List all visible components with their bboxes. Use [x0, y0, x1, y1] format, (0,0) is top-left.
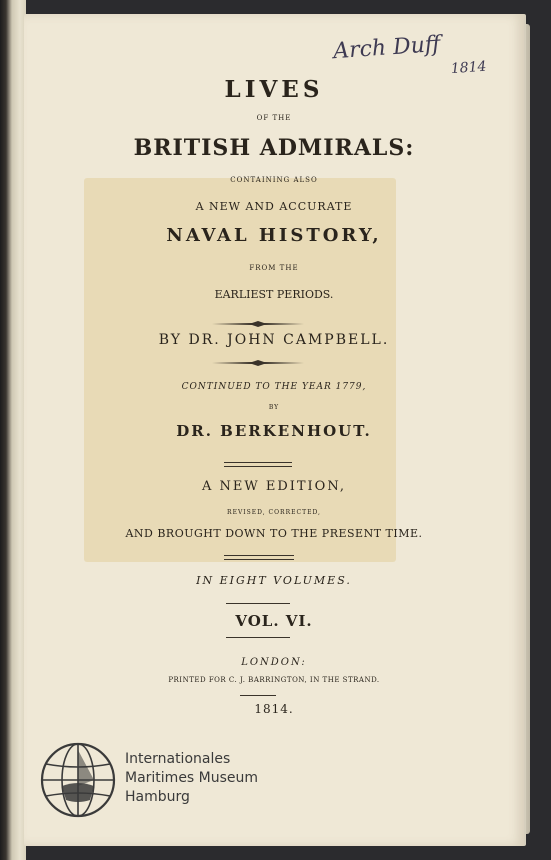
museum-name-line2: Maritimes Museum — [125, 770, 259, 786]
place-line: LONDON: — [241, 657, 307, 668]
imprint-year: 1814. — [254, 702, 294, 716]
containing-also: CONTAINING ALSO — [230, 176, 318, 184]
museum-name-line1: Internationales — [125, 751, 231, 767]
naval-history: NAVAL HISTORY, — [166, 225, 382, 246]
museum-name-line3: Hamburg — [125, 789, 190, 805]
book-spine — [0, 0, 26, 860]
double-rule-2a — [224, 555, 294, 556]
museum-watermark — [125, 750, 258, 807]
ornament-rule-top — [212, 321, 304, 327]
by-line: BY — [268, 404, 280, 411]
brought-down-line: AND BROUGHT DOWN TO THE PRESENT TIME. — [125, 527, 423, 540]
continuer-name: DR. BERKENHOUT. — [176, 422, 372, 440]
author-line: BY DR. JOHN CAMPBELL. — [158, 332, 390, 348]
imprint-rule — [240, 695, 276, 696]
double-rule-2b — [224, 559, 294, 560]
volume-rule-bottom — [226, 637, 290, 638]
volume-rule-top — [226, 603, 290, 604]
volume-number: VOL. VI. — [235, 612, 313, 630]
title-of-the: OF THE — [256, 114, 292, 122]
title-british-admirals: BRITISH ADMIRALS: — [133, 135, 415, 161]
revised-line: REVISED, CORRECTED, — [227, 509, 321, 516]
edition-line: A NEW EDITION, — [201, 479, 347, 494]
ornament-rule-bottom — [212, 360, 304, 366]
continued-line: CONTINUED TO THE YEAR 1779, — [181, 382, 367, 392]
globe-ship-icon — [38, 740, 118, 820]
volumes-line: IN EIGHT VOLUMES. — [196, 574, 352, 587]
double-rule-1a — [224, 462, 292, 463]
new-and-accurate: A NEW AND ACCURATE — [195, 200, 353, 213]
title-lives: LIVES — [224, 76, 324, 103]
from-the: FROM THE — [249, 264, 299, 272]
printer-line: PRINTED FOR C. J. BARRINGTON, IN THE STRAND. — [168, 676, 380, 684]
inscription-name: Arch Duff — [332, 31, 442, 65]
double-rule-1b — [224, 466, 292, 467]
earliest-periods: EARLIEST PERIODS. — [214, 288, 334, 301]
inscription-year: 1814 — [450, 58, 487, 78]
